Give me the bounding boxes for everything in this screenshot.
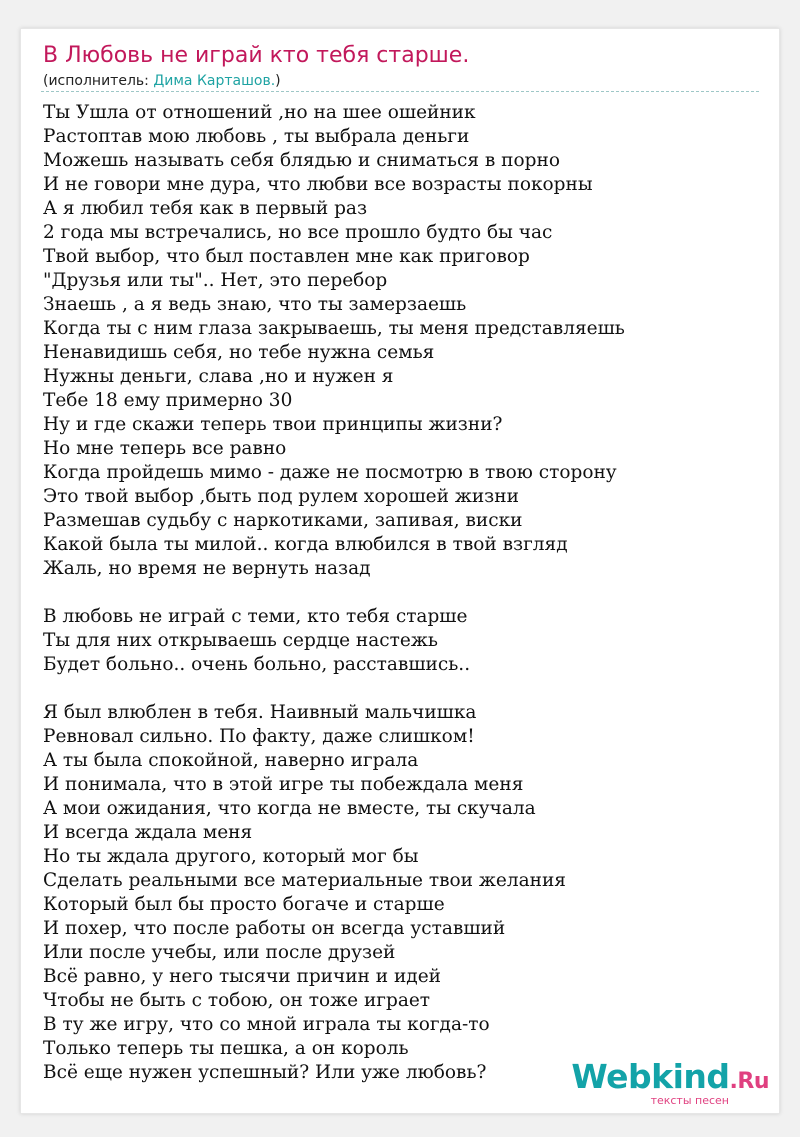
logo-main-text: Webkind — [571, 1057, 730, 1096]
lyric-line: А я любил тебя как в первый раз — [43, 198, 368, 219]
lyric-line: И всегда ждала меня — [43, 822, 253, 843]
lyric-line: Нужны деньги, слава ,но и нужен я — [43, 366, 394, 387]
lyric-line: Растоптав мою любовь , ты выбрала деньги — [43, 126, 470, 147]
lyric-line: Какой была ты милой.. когда влюбился в твой взгляд — [43, 534, 568, 555]
lyric-line: Всё еще нужен успешный? Или уже любовь? — [43, 1062, 487, 1083]
artist-prefix: (исполнитель: — [43, 73, 154, 89]
lyric-line: Чтобы не быть с тобою, он тоже играет — [43, 990, 431, 1011]
lyric-line: Ты для них открываешь сердце настежь — [43, 630, 438, 651]
lyric-line: Только теперь ты пешка, а он король — [43, 1038, 409, 1059]
lyric-line: Твой выбор, что был поставлен мне как приговор — [43, 246, 530, 267]
lyric-line: Ну и где скажи теперь твои принципы жизни? — [43, 414, 503, 435]
lyric-line: Размешав судьбу с наркотиками, запивая, виски — [43, 510, 523, 531]
lyric-line: Ненавидишь себя, но тебе нужна семья — [43, 342, 435, 363]
lyric-line: В любовь не играй с теми, кто тебя старше — [43, 606, 468, 627]
lyric-line: Всё равно, у него тысячи причин и идей — [43, 966, 441, 987]
lyric-line: Сделать реальными все материальные твои желания — [43, 870, 566, 891]
lyric-line: Когда пройдешь мимо - даже не посмотрю в твою сторону — [43, 462, 617, 483]
artist-suffix: ) — [275, 73, 281, 89]
artist-link[interactable]: Дима Карташов. — [153, 73, 276, 89]
lyrics-text — [43, 101, 763, 1085]
lyric-line: Который был бы просто богаче и старше — [43, 894, 445, 915]
lyric-line: А мои ожидания, что когда не вместе, ты скучала — [43, 798, 536, 819]
lyric-line: Знаешь , а я ведь знаю, что ты замерзаешь — [43, 294, 467, 315]
lyric-line: 2 года мы встречались, но все прошло будто бы час — [43, 222, 553, 243]
lyric-line: Ревновал сильно. По факту, даже слишком! — [43, 726, 475, 747]
page-title: В Любовь не играй кто тебя старше. — [43, 43, 470, 68]
lyrics-card — [20, 28, 780, 1114]
logo-tld-text: .Ru — [729, 1069, 769, 1094]
stanza-break — [43, 677, 763, 701]
artist-line — [43, 73, 281, 89]
lyric-line: Будет больно.. очень больно, расставшись.. — [43, 654, 471, 675]
stanza-break — [43, 581, 763, 605]
divider — [41, 91, 759, 92]
lyric-line: Но мне теперь все равно — [43, 438, 287, 459]
lyric-line: Ты Ушла от отношений ,но на шее ошейник — [43, 102, 476, 123]
lyric-line: А ты была спокойной, наверно играла — [43, 750, 419, 771]
webkind-logo[interactable] — [571, 1057, 769, 1107]
lyric-line: Но ты ждала другого, который мог бы — [43, 846, 419, 867]
lyric-line: Тебе 18 ему примерно 30 — [43, 390, 293, 411]
lyric-line: Это твой выбор ,быть под рулем хорошей жизни — [43, 486, 519, 507]
lyric-line: И понимала, что в этой игре ты побеждала меня — [43, 774, 524, 795]
lyric-line: Или после учебы, или после друзей — [43, 942, 396, 963]
lyric-line: Я был влюблен в тебя. Наивный мальчишка — [43, 702, 477, 723]
lyric-line: Можешь называть себя блядью и сниматься в порно — [43, 150, 560, 171]
lyric-line: Жаль, но время не вернуть назад — [43, 558, 371, 579]
lyric-line: "Друзья или ты".. Нет, это перебор — [43, 270, 388, 291]
lyric-line: И не говори мне дура, что любви все возрасты покорны — [43, 174, 593, 195]
lyric-line: В ту же игру, что со мной играла ты когда-то — [43, 1014, 490, 1035]
lyric-line: Когда ты с ним глаза закрываешь, ты меня представляешь — [43, 318, 625, 339]
lyric-line: И похер, что после работы он всегда уставший — [43, 918, 506, 939]
logo-tagline: тексты песен — [650, 1094, 729, 1107]
